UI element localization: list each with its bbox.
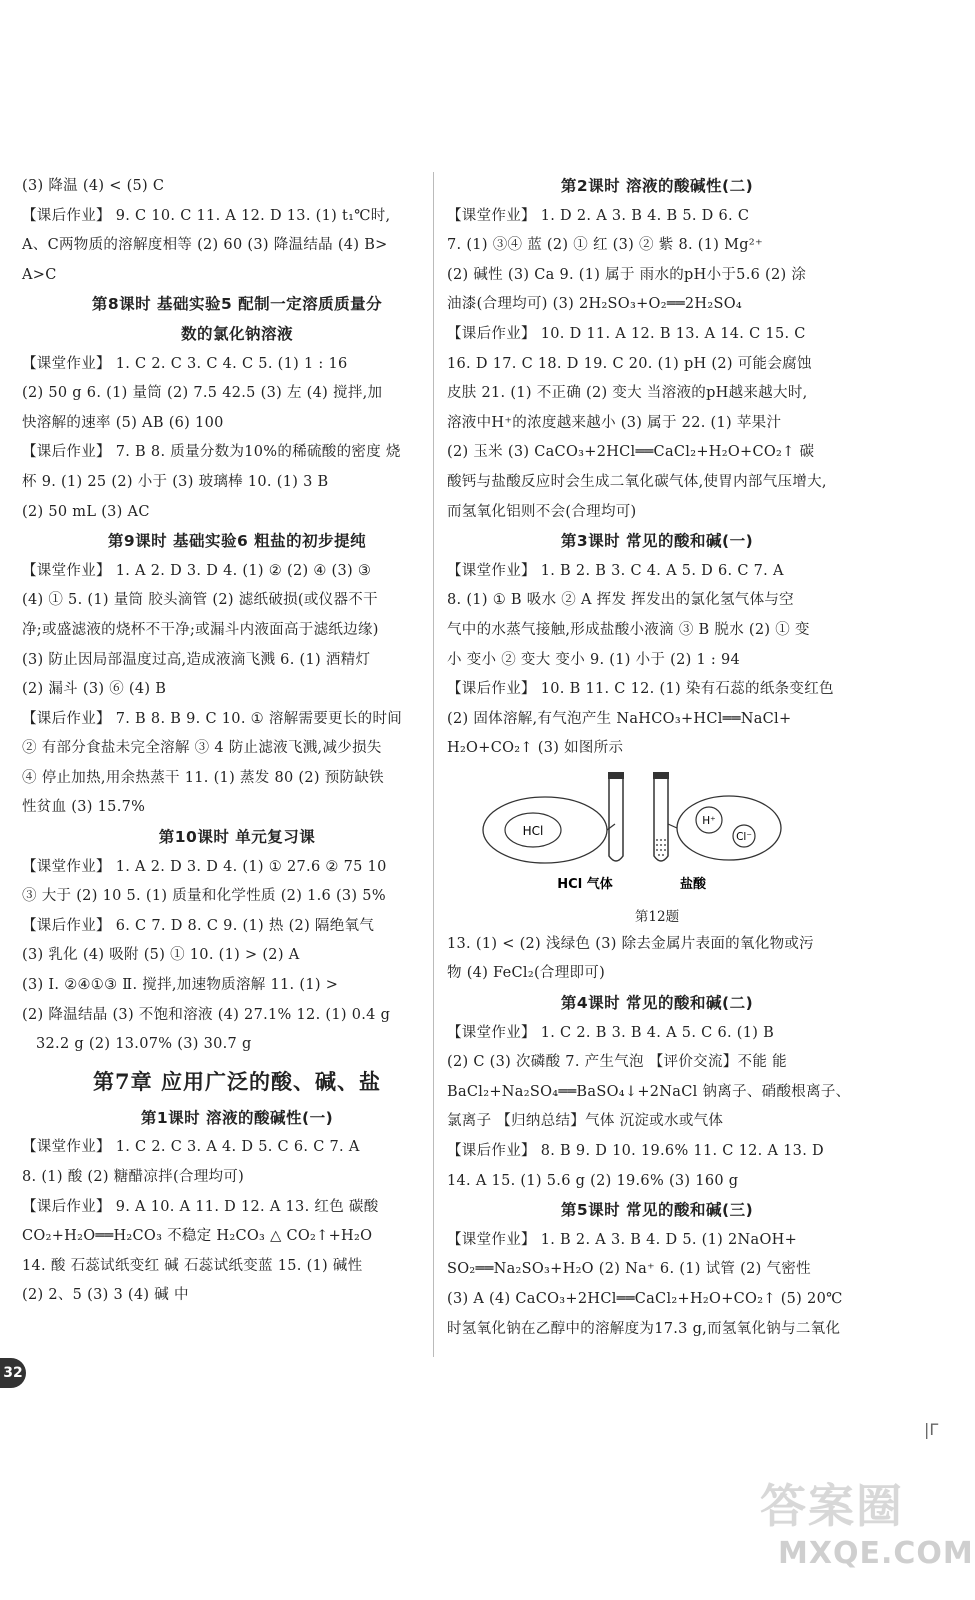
section-heading: 第1课时 溶液的酸碱性(一) bbox=[140, 1108, 334, 1127]
answer-line: (3) 乳化 (4) 吸附 (5) ① 10. (1) > (2) A bbox=[22, 947, 300, 964]
answer-line: H₂O+CO₂↑ (3) 如图所示 bbox=[447, 740, 624, 757]
section-heading: 数的氯化钠溶液 bbox=[180, 324, 293, 343]
answer-line: 【课后作业】 7. B 8. 质量分数为10%的稀硫酸的密度 烧 bbox=[22, 444, 401, 461]
answer-line: (2) 2、5 (3) 3 (4) 碱 中 bbox=[22, 1287, 189, 1304]
answer-line: 而氢氧化铝则不会(合理均可) bbox=[447, 503, 637, 520]
answer-line: (2) 固体溶解,有气泡产生 NaHCO₃+HCl══NaCl+ bbox=[447, 710, 792, 727]
h-ion-label: H⁺ bbox=[702, 814, 716, 827]
answer-line: 14. A 15. (1) 5.6 g (2) 19.6% (3) 160 g bbox=[447, 1172, 739, 1189]
answer-line: SO₂══Na₂SO₃+H₂O (2) Na⁺ 6. (1) 试管 (2) 气密性 bbox=[447, 1261, 811, 1278]
answer-line: 32.2 g (2) 13.07% (3) 30.7 g bbox=[36, 1036, 252, 1053]
equation-line: CO₂+H₂O══H₂CO₃ 不稳定 H₂CO₃ △ CO₂↑+H₂O bbox=[22, 1228, 373, 1245]
answer-line: (3) 防止因局部温度过高,造成液滴飞溅 6. (1) 酒精灯 bbox=[22, 651, 371, 668]
answer-line: 时氢氧化钠在乙醇中的溶解度为17.3 g,而氢氧化钠与二氧化 bbox=[447, 1320, 841, 1337]
answer-line: 皮肤 21. (1) 不正确 (2) 变大 当溶液的pH越来越大时, bbox=[447, 385, 808, 402]
answer-line: (3) 降温 (4) < (5) C bbox=[22, 178, 165, 194]
answer-line: 杯 9. (1) 25 (2) 小于 (3) 玻璃棒 10. (1) 3 B bbox=[22, 473, 329, 490]
answer-line: (2) 碱性 (3) Ca 9. (1) 属于 雨水的pH小于5.6 (2) 涂 bbox=[447, 266, 807, 283]
answer-line: ② 有部分食盐未完全溶解 ③ 4 防止滤液飞溅,减少损失 bbox=[22, 740, 382, 757]
answer-line: 【课后作业】 9. C 10. C 11. A 12. D 13. (1) t₁℃时, bbox=[22, 207, 391, 224]
section-heading: 第5课时 常见的酸和碱(三) bbox=[560, 1201, 754, 1220]
hcl-gas-caption: HCl 气体 bbox=[557, 876, 613, 892]
watermark-url: MXQE.COM bbox=[778, 1536, 974, 1571]
answer-line: 【课堂作业】 1. B 2. A 3. B 4. D 5. (1) 2NaOH+ bbox=[447, 1231, 798, 1248]
answer-line: 【课后作业】 10. D 11. A 12. B 13. A 14. C 15. C bbox=[447, 325, 806, 342]
answer-line: 气中的水蒸气接触,形成盐酸小液滴 ③ B 脱水 (2) ① 变 bbox=[447, 621, 810, 638]
page-number: 32 bbox=[0, 1358, 26, 1388]
answer-line: 【课后作业】 9. A 10. A 11. D 12. A 13. 红色 碳酸 bbox=[22, 1198, 379, 1215]
answer-line: 【课堂作业】 1. A 2. D 3. D 4. (1) ② (2) ④ (3) ③ bbox=[22, 562, 372, 579]
answer-line: (2) 漏斗 (3) ⑥ (4) B bbox=[22, 681, 167, 698]
cl-ion-label: Cl⁻ bbox=[736, 830, 752, 843]
watermark-logo bbox=[760, 1470, 974, 1590]
answer-line: 【课后作业】 6. C 7. D 8. C 9. (1) 热 (2) 隔绝氧气 bbox=[22, 917, 375, 934]
answer-line: 16. D 17. C 18. D 19. C 20. (1) pH (2) 可能会腐蚀 bbox=[447, 355, 812, 372]
hydrochloric-acid-bubble bbox=[668, 796, 781, 860]
section-heading: 第3课时 常见的酸和碱(一) bbox=[560, 532, 754, 551]
answer-line: 【课堂作业】 1. C 2. B 3. B 4. A 5. C 6. (1) B bbox=[447, 1024, 775, 1041]
answer-line: (2) 50 g 6. (1) 量筒 (2) 7.5 42.5 (3) 左 (4) 搅拌,加 bbox=[22, 385, 383, 402]
answer-line: 【课堂作业】 1. A 2. D 3. D 4. (1) ① 27.6 ② 75 10 bbox=[22, 858, 387, 875]
answer-line: ④ 停止加热,用余热蒸干 11. (1) 蒸发 80 (2) 预防缺铁 bbox=[22, 769, 384, 786]
corner-mark: |Γ bbox=[924, 1420, 939, 1439]
hydrochloric-acid-caption: 盐酸 bbox=[679, 876, 707, 892]
answer-line: 8. (1) 酸 (2) 糖醋凉拌(合理均可) bbox=[22, 1169, 245, 1185]
answer-line: 7. (1) ③④ 蓝 (2) ① 红 (3) ② 紫 8. (1) Mg²⁺ bbox=[447, 237, 763, 254]
answer-line: 【课堂作业】 1. C 2. C 3. C 4. C 5. (1) 1 : 16 bbox=[22, 355, 348, 372]
answer-line: 【课后作业】 8. B 9. D 10. 19.6% 11. C 12. A 13. D bbox=[447, 1143, 824, 1160]
answer-line: 【课后作业】 10. B 11. C 12. (1) 染有石蕊的纸条变红色 bbox=[447, 681, 834, 698]
test-tube-right bbox=[653, 772, 669, 861]
right-column bbox=[447, 172, 867, 1344]
answer-line: (2) C (3) 次磷酸 7. 产生气泡 【评价交流】不能 能 bbox=[447, 1054, 787, 1071]
hcl-diagram bbox=[447, 764, 867, 904]
answer-line: A、C两物质的溶解度相等 (2) 60 (3) 降温结晶 (4) B> bbox=[22, 237, 388, 254]
hcl-gas-bubble bbox=[483, 797, 615, 863]
answer-line: (2) 降温结晶 (3) 不饱和溶液 (4) 27.1% 12. (1) 0.4 g bbox=[22, 1006, 391, 1023]
answer-line: 13. (1) < (2) 浅绿色 (3) 除去金属片表面的氧化物或污 bbox=[447, 935, 814, 952]
answer-line: 酸钙与盐酸反应时会生成二氧化碳气体,使胃内部气压增大, bbox=[447, 473, 827, 490]
answer-line: BaCl₂+Na₂SO₄══BaSO₄↓+2NaCl 钠离子、硝酸根离子、 bbox=[447, 1083, 851, 1100]
answer-line: (2) 50 mL (3) AC bbox=[22, 503, 150, 520]
answer-line: 【课堂作业】 1. D 2. A 3. B 4. B 5. D 6. C bbox=[447, 207, 750, 224]
answer-line: (3) A (4) CaCO₃+2HCl══CaCl₂+H₂O+CO₂↑ (5) 20℃ bbox=[447, 1291, 843, 1307]
answer-line: 8. (1) ① B 吸水 ② A 挥发 挥发出的氯化氢气体与空 bbox=[447, 592, 794, 609]
section-heading: 第9课时 基础实验6 粗盐的初步提纯 bbox=[107, 532, 367, 551]
answer-line: 净;或盛滤液的烧杯不干净;或漏斗内液面高于滤纸边缘) bbox=[22, 621, 379, 638]
answer-line: (3) Ⅰ. ②④①③ Ⅱ. 搅拌,加速物质溶解 11. (1) > bbox=[22, 977, 339, 994]
answer-line: 物 (4) FeCl₂(合理即可) bbox=[447, 965, 606, 982]
answer-line: 【课堂作业】 1. C 2. C 3. A 4. D 5. C 6. C 7. A bbox=[22, 1139, 360, 1156]
answer-line: (4) ① 5. (1) 量筒 胶头滴管 (2) 滤纸破损(或仪器不干 bbox=[22, 592, 378, 609]
answer-line: ③ 大于 (2) 10 5. (1) 质量和化学性质 (2) 1.6 (3) 5% bbox=[22, 888, 386, 905]
hcl-figure bbox=[447, 764, 867, 904]
section-heading: 第2课时 溶液的酸碱性(二) bbox=[560, 177, 754, 195]
hcl-molecule-label: HCl bbox=[522, 823, 544, 838]
chapter-title: 第7章 应用广泛的酸、碱、盐 bbox=[93, 1068, 381, 1094]
left-column bbox=[22, 172, 452, 1311]
answer-line: 小 变小 ② 变大 变小 9. (1) 小于 (2) 1 : 94 bbox=[447, 651, 741, 668]
answer-line: (2) 玉米 (3) CaCO₃+2HCl══CaCl₂+H₂O+CO₂↑ 碳 bbox=[447, 444, 815, 461]
section-heading: 第10课时 单元复习课 bbox=[158, 828, 316, 847]
watermark-logo-text: 答案圈 bbox=[760, 1479, 904, 1533]
section-heading: 第8课时 基础实验5 配制一定溶质质量分 bbox=[91, 295, 383, 314]
answer-line: 溶液中H⁺的浓度越来越小 (3) 属于 22. (1) 苹果汁 bbox=[447, 414, 782, 431]
answer-line: 【课后作业】 7. B 8. B 9. C 10. ① 溶解需要更长的时间 bbox=[22, 710, 403, 727]
test-tube-left bbox=[608, 772, 624, 861]
answer-line: 性贫血 (3) 15.7% bbox=[22, 799, 146, 816]
figure-caption: 第12题 bbox=[634, 908, 680, 925]
section-heading: 第4课时 常见的酸和碱(二) bbox=[560, 994, 754, 1013]
answer-line: 油漆(合理均可) (3) 2H₂SO₃+O₂══2H₂SO₄ bbox=[447, 296, 743, 313]
answer-line: 14. 酸 石蕊试纸变红 碱 石蕊试纸变蓝 15. (1) 碱性 bbox=[22, 1257, 363, 1274]
answer-line: 【课堂作业】 1. B 2. B 3. C 4. A 5. D 6. C 7. A bbox=[447, 562, 784, 579]
answer-line: 快溶解的速率 (5) AB (6) 100 bbox=[22, 414, 224, 431]
answer-line: 氯离子 【归纳总结】气体 沉淀或水或气体 bbox=[447, 1113, 724, 1130]
answer-line: A>C bbox=[22, 266, 57, 283]
